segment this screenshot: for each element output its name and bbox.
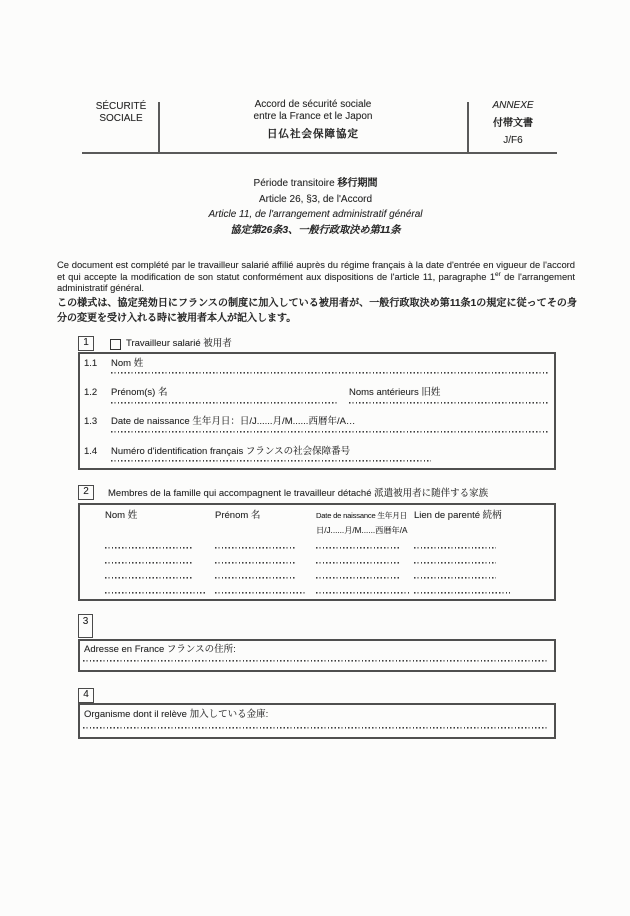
family-nom-write-in[interactable] [105,562,193,564]
nom-write-in-line[interactable] [111,372,548,374]
title-jp: 移行期間 [337,178,378,189]
family-table-box [78,503,556,601]
family-col-lien-parente: Lien de parenté 続柄 [414,510,502,521]
agreement-title-jp: 日仏社会保障協定 [267,128,359,140]
section-1-box [78,352,556,470]
field-nom-label: Nom 姓 [111,358,144,369]
family-lien-write-in[interactable] [414,562,496,564]
family-lien-write-in[interactable] [414,592,510,594]
family-lien-write-in[interactable] [414,547,496,549]
form-header [0,0,630,160]
field-date-naissance-label: Date de naissance 生年月日：日/J......月/M......西暦年/A… [111,416,356,427]
section-3-box [78,639,556,672]
field-1-2-number: 1.2 [84,387,98,398]
form-title-line3: Article 11, de l'arrangement administratif général [208,209,423,220]
family-prenom-write-in[interactable] [215,592,307,594]
agreement-title-line1: Accord de sécurité sociale [254,99,372,110]
adresse-write-in-line[interactable] [83,660,549,662]
family-nom-write-in[interactable] [105,592,205,594]
annexe-label: ANNEXE [492,100,534,111]
family-nom-write-in[interactable] [105,547,193,549]
family-date-write-in[interactable] [316,562,400,564]
section-4-box [78,703,556,739]
form-title-line2: Article 26, §3, de l'Accord [258,193,373,205]
intro-paragraph-fr [57,259,575,294]
field-1-3-number: 1.3 [84,416,98,427]
date-naissance-write-in-line[interactable] [111,431,548,433]
field-noms-anterieurs-label: Noms antérieurs 旧姓 [349,387,441,398]
family-date-write-in[interactable] [316,547,400,549]
family-date-write-in[interactable] [316,592,410,594]
family-date-write-in[interactable] [316,577,400,579]
prenom-write-in-line[interactable] [111,402,337,404]
worker-checkbox-label: Travailleur salarié 被用者 [126,338,232,349]
noms-anterieurs-write-in-line[interactable] [349,402,549,404]
section-4-number [78,688,94,703]
numero-identification-write-in-line[interactable] [111,460,431,462]
org-title [82,101,160,124]
organisme-write-in-line[interactable] [83,727,549,729]
annexe-block [470,100,556,147]
section-2-title: Membres de la famille qui accompagnent le travailleur détaché 派遣被用者に随伴する家族 [108,488,489,499]
header-divider-right [467,102,469,153]
family-nom-write-in[interactable] [105,577,193,579]
agreement-title [160,99,466,140]
section-3-number-label: 3 [82,616,89,627]
worker-checkbox[interactable] [110,339,121,350]
intro-fr-text-end: de l'arrangement administratif général. [57,270,575,294]
intro-fr-text: Ce document est complété par le travailleur salarié affilié auprès du régime français à la date d'entrée en vigueur de l'accord et qui accepte la modification de son statut conformément aux dispositions de l'article 11, paragraphe 1 [57,259,575,282]
section-1-number [78,336,94,351]
form-title-line4: 協定第26条3、一般行政取決め第11条 [230,224,401,236]
family-col-date-naissance: Date de naissance 生年月日 [316,511,407,520]
intro-fr-superscript: er [495,270,501,278]
agreement-title-line2: entre la France et le Japon [253,111,373,122]
family-prenom-write-in[interactable] [215,547,295,549]
form-title-line1 [57,176,574,192]
org-title-line2: SOCIALE [99,112,143,124]
title-fr: Période transitoire [253,178,335,189]
family-col-date-format: 日/J......月/M......西暦年/A [316,526,408,535]
org-title-line1: SÉCURITÉ [95,101,147,112]
field-numero-identification-label: Numéro d'identification français フランスの社会保障番号 [111,446,351,457]
annexe-code: J/F6 [503,135,523,146]
annexe-jp-label: 付帯文書 [493,118,533,129]
section-3-number [78,614,93,638]
family-col-nom: Nom 姓 [105,510,138,521]
family-prenom-write-in[interactable] [215,562,295,564]
field-1-1-number: 1.1 [84,358,98,369]
section-4-number-label: 4 [83,689,89,701]
section-2-number [78,485,94,500]
field-adresse-label: Adresse en France フランスの住所: [84,644,236,655]
section-1-number-label: 1 [83,337,89,349]
section-2-number-label: 2 [83,486,89,498]
field-1-4-number: 1.4 [84,446,98,457]
field-prenom-label: Prénom(s) 名 [111,387,168,398]
field-organisme-label: Organisme dont il relève 加入している金庫: [84,709,269,720]
form-title-block [57,176,574,238]
family-col-prenom: Prénom 名 [215,510,261,521]
family-prenom-write-in[interactable] [215,577,295,579]
family-lien-write-in[interactable] [414,577,496,579]
intro-paragraph-jp: この様式は、協定発効日にフランスの制度に加入している被用者が、一般行政取決め第11条1の規定に従ってその身分の変更を受け入れる時に被用者本人が記入します。 [57,298,577,324]
header-rule [82,152,557,154]
